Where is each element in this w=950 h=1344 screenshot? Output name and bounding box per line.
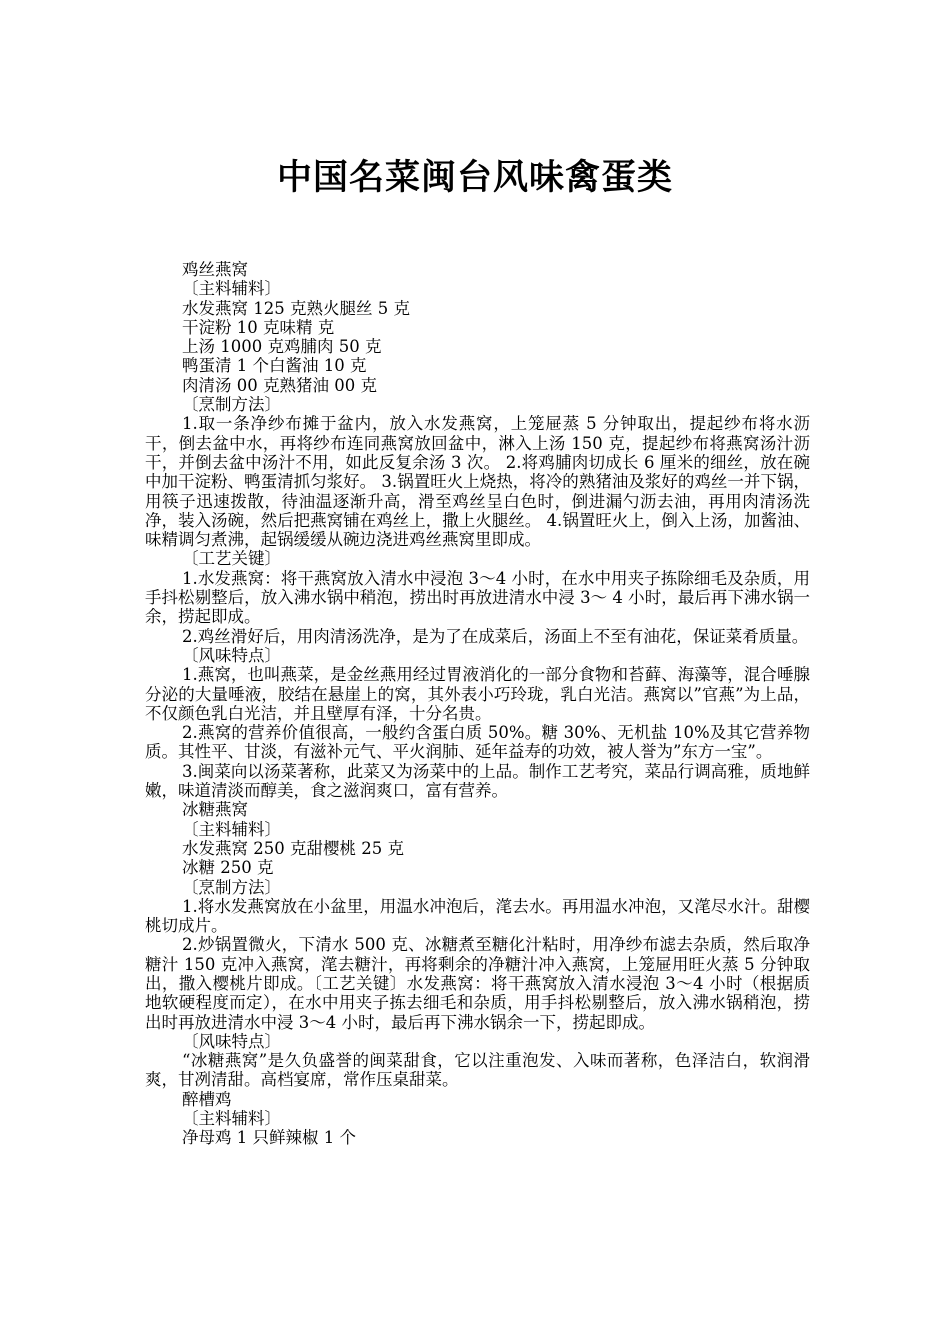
- section-heading: 〔工艺关键〕: [182, 549, 281, 569]
- body-paragraph: 1.水发燕窝：将干燕窝放入清水中浸泡 3～4 小时，在水中用夹子拣除细毛及杂质，用手抖松剔整后，放入沸水锅中稍泡，捞出时再放进清水中浸 3～ 4 小时，最后再下沸水锅一余，捞起即成。: [145, 568, 810, 627]
- body-paragraph: 1.将水发燕窝放在小盆里，用温水冲泡后，滗去水。再用温水冲泡，又滗尽水汁。甜樱桃切成片。: [145, 896, 810, 936]
- dish-name: 鸡丝燕窝: [182, 260, 248, 279]
- ingredient-line: 鸭蛋清 1 个白酱油 10 克: [182, 356, 367, 376]
- section-heading: 〔主料辅料〕: [182, 279, 281, 299]
- ingredient-line: 水发燕窝 125 克熟火腿丝 5 克: [182, 298, 410, 318]
- body-paragraph: 3.闽菜向以汤菜著称，此菜又为汤菜中的上品。制作工艺考究，菜品行调高雅，质地鲜嫩，味道清淡而醇美，食之滋润爽口，富有营养。: [145, 761, 810, 801]
- ingredient-line: 水发燕窝 250 克甜樱桃 25 克: [182, 838, 404, 858]
- ingredient-line: 冰糖 250 克: [182, 858, 274, 878]
- section-heading: 〔风味特点〕: [182, 1031, 281, 1051]
- section-heading: 〔主料辅料〕: [182, 819, 281, 839]
- dish-name: 醉槽鸡: [182, 1089, 232, 1109]
- body-paragraph: 2.鸡丝滑好后，用肉清汤洗净，是为了在成菜后，汤面上不至有油花，保证菜肴质量。: [182, 626, 809, 646]
- ingredient-line: 净母鸡 1 只鲜辣椒 1 个: [182, 1128, 356, 1148]
- body-paragraph: 1.取一条净纱布摊于盆内，放入水发燕窝，上笼屉蒸 5 分钟取出，提起纱布将水沥干，倒去盆中水，再将纱布连同燕窝放回盆中，淋入上汤 150 克，提起纱布将燕窝汤汁沥干，并倒去盆中汤汁不用，如此反复余汤 3 次。 2.将鸡脯肉切成长 6 厘米的细丝，放在碗中加干淀粉、鸭蛋清抓匀浆好。 3.锅置旺火上烧热，将冷的熟猪油及浆好的鸡丝一并下锅，用筷子迅速拨散，待油温逐渐升高，滑至鸡丝呈白色时，倒进漏勺沥去油，再用肉清汤洗净，装入汤碗，然后把燕窝铺在鸡丝上，撒上火腿丝。 4.锅置旺火上，倒入上汤，加酱油、味精调匀煮沸，起锅缓缓从碗边浇进鸡丝燕窝里即成。: [145, 414, 810, 550]
- ingredient-line: 肉清汤 00 克熟猪油 00 克: [182, 375, 377, 395]
- section-heading: 〔主料辅料〕: [182, 1109, 281, 1129]
- ingredient-line: 干淀粉 10 克味精 克: [182, 317, 335, 337]
- section-heading: 〔烹制方法〕: [182, 877, 281, 897]
- body-paragraph: 2.炒锅置微火，下清水 500 克、冰糖煮至糖化汁粘时，用净纱布滤去杂质，然后取净糖汁 150 克冲入燕窝，滗去糖汁，再将剩余的净糖汁冲入燕窝，上笼屉用旺火蒸 5 分钟取出，撒入樱桃片即成。〔工艺关键〕水发燕窝：将干燕窝放入清水浸泡 3～4 小时（根据质地软硬程度而定），在水中用夹子拣去细毛和杂质，用手抖松剔整后，放入沸水锅稍泡，捞出时再放进清水中浸 3～4 小时，最后再下沸水锅余一下，捞起即成。: [145, 935, 810, 1032]
- document-body: [145, 260, 810, 1148]
- dish-name: 冰糖燕窝: [182, 800, 248, 820]
- section-heading: 〔风味特点〕: [182, 645, 281, 665]
- body-paragraph: 1.燕窝，也叫燕菜，是金丝燕用经过胃液消化的一部分食物和苔藓、海藻等，混合唾腺分泌的大量唾液，胶结在悬崖上的窝，其外表小巧玲珑，乳白光洁。燕窝以”官燕”为上品，不仅颜色乳白光洁，并且壁厚有泽，十分名贵。: [145, 665, 810, 723]
- ingredient-line: 上汤 1000 克鸡脯肉 50 克: [182, 337, 382, 357]
- document-title: 中国名菜闽台风味禽蛋类: [276, 158, 673, 198]
- section-heading: 〔烹制方法〕: [182, 395, 281, 415]
- body-paragraph: 2.燕窝的营养价值很高，一般约含蛋白质 50%。糖 30%、无机盐 10%及其它营养物质。其性平、甘淡，有滋补元气、平火润肺、延年益寿的功效，被人誉为”东方一宝”。: [145, 723, 810, 762]
- body-paragraph: “冰糖燕窝”是久负盛誉的闽菜甜食，它以注重泡发、入味而著称，色泽洁白，软润滑爽，甘冽清甜。高档宴席，常作压桌甜菜。: [145, 1051, 810, 1090]
